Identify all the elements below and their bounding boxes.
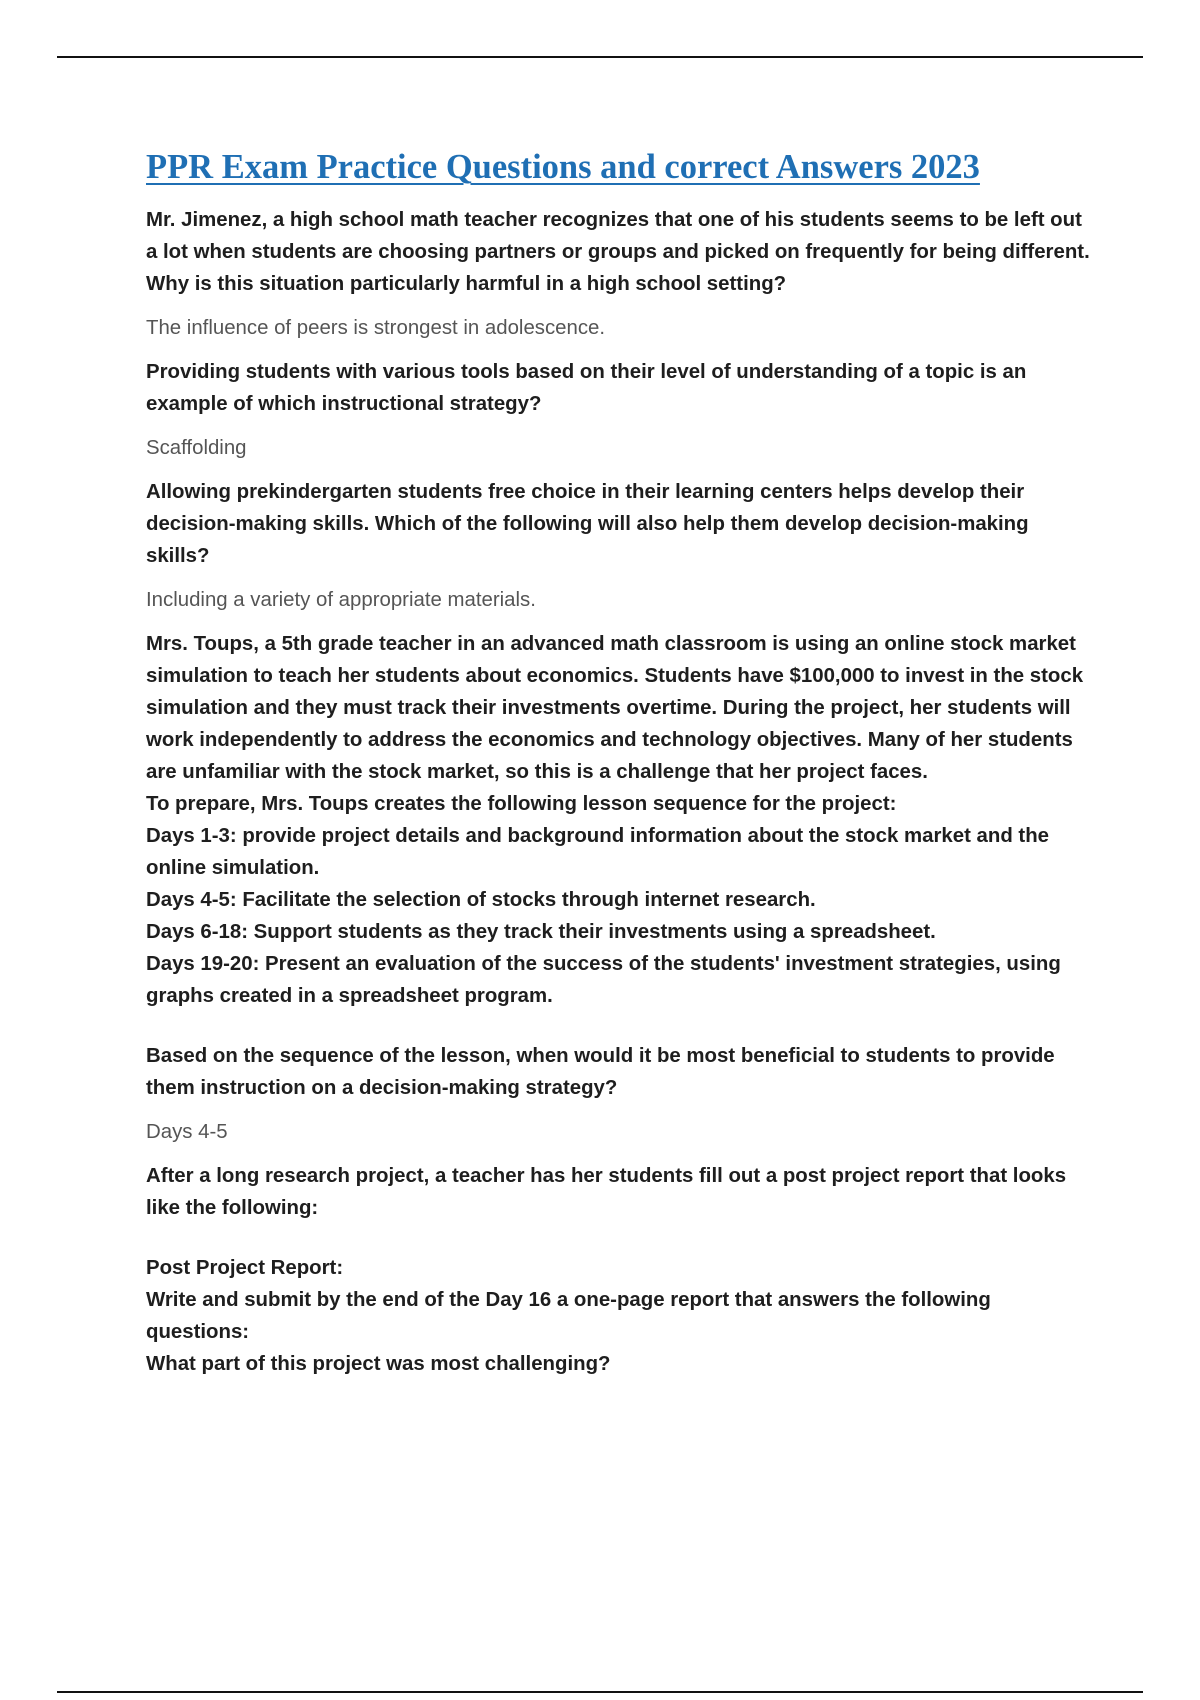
spacer bbox=[146, 1012, 1096, 1040]
answer-3: Including a variety of appropriate materials. bbox=[146, 589, 536, 611]
question-4: Based on the sequence of the lesson, when would it be most beneficial to students to provide them instruction on a decision-making strategy? bbox=[146, 1045, 1055, 1099]
report-heading: Post Project Report: bbox=[146, 1257, 344, 1279]
question-4-line: Days 19-20: Present an evaluation of the success of the students' investment strategies, using graphs created in a spreadsheet program. bbox=[146, 953, 1061, 1007]
document-title: PPR Exam Practice Questions and correct Answers 2023 bbox=[146, 148, 980, 186]
question-5-intro: After a long research project, a teacher has her students fill out a post project report that looks like the following: bbox=[146, 1165, 1067, 1219]
header-rule bbox=[57, 56, 1143, 58]
answer-2: Scaffolding bbox=[146, 437, 247, 459]
document-body bbox=[146, 138, 1096, 1380]
question-4-line: Days 1-3: provide project details and background information about the stock market and the online simulation. bbox=[146, 825, 1050, 879]
question-4-intro: Mrs. Toups, a 5th grade teacher in an advanced math classroom is using an online stock market simulation to teach her students about economics. Students have $100,000 to invest in the stock simulation and they must track their investments overtime. During the project, her students will work independently to address the economics and technology objectives. Many of her students are unfamiliar with the stock market, so this is a challenge that her project faces. bbox=[146, 633, 1084, 783]
footer-rule bbox=[57, 1691, 1143, 1693]
question-3: Allowing prekindergarten students free choice in their learning centers helps develop their decision-making skills. Which of the following will also help them develop decision-making skills? bbox=[146, 481, 1029, 567]
question-4-line: Days 4-5: Facilitate the selection of stocks through internet research. bbox=[146, 889, 816, 911]
answer-4: Days 4-5 bbox=[146, 1121, 228, 1143]
question-4-line: To prepare, Mrs. Toups creates the following lesson sequence for the project: bbox=[146, 793, 897, 815]
question-2: Providing students with various tools based on their level of understanding of a topic is an example of which instructional strategy? bbox=[146, 361, 1027, 415]
question-1: Mr. Jimenez, a high school math teacher recognizes that one of his students seems to be left out a lot when students are choosing partners or groups and picked on frequently for being different. Why is this situation particularly harmful in a high school setting? bbox=[146, 209, 1090, 295]
question-4-line: Days 6-18: Support students as they track their investments using a spreadsheet. bbox=[146, 921, 936, 943]
report-instruction: Write and submit by the end of the Day 16 a one-page report that answers the following questions: bbox=[146, 1289, 991, 1343]
answer-1: The influence of peers is strongest in adolescence. bbox=[146, 317, 606, 339]
spacer bbox=[146, 1224, 1096, 1252]
report-question: What part of this project was most challenging? bbox=[146, 1353, 611, 1375]
